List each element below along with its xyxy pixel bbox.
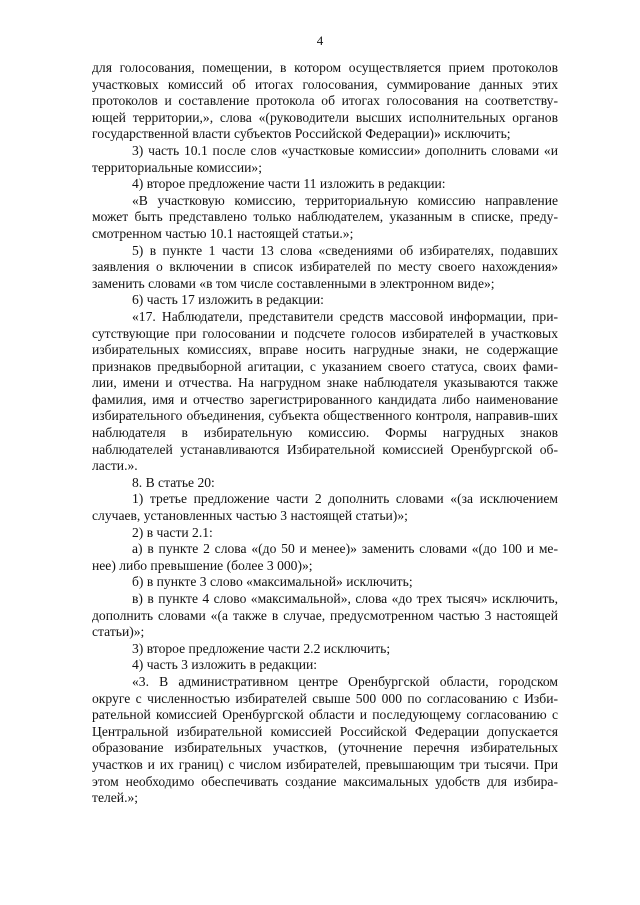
paragraph: а) в пункте 2 слова «(до 50 и менее)» заменить словами «(до 100 и ме-нее) либо превышение (более 3 000)»;	[92, 541, 558, 573]
document-body	[92, 60, 558, 807]
paragraph: для голосования, помещении, в котором осуществляется прием протоколов участковых комиссий об итогах голосования, суммирование данных этих протоколов и составление протокола об итогах голосования на соответству-ющей территории,», слова «(руководители высших исполнительных органов государственной власти субъектов Российской Федерации)» исключить;	[92, 60, 558, 142]
page-number: 4	[316, 33, 324, 48]
paragraph: 4) часть 3 изложить в редакции:	[132, 657, 318, 673]
paragraph: «17. Наблюдатели, представители средств массовой информации, при-сутствующие при голосовании и подсчете голосов избирателей в участковых избирательных комиссиях, вправе носить нагрудные знаки, не содержащие признаков предвыборной агитации, с указанием своего статуса, своих фами-лии, имени и отчества. На нагрудном знаке наблюдателя указываются также фамилия, имя и отчество зарегистрированного кандидата либо наименование избирательного объединения, субъекта общественного контроля, направив-ших наблюдателя в избирательную комиссию. Формы нагрудных знаков наблюдателей устанавливаются Избирательной комиссией Оренбургской об-ласти.».	[92, 308, 558, 474]
paragraph: 3) часть 10.1 после слов «участковые комиссии» дополнить словами «и территориальные комиссии»;	[92, 142, 558, 175]
paragraph: 5) в пункте 1 части 13 слова «сведениями об избирателях, подавших заявления о включении в список избирателей по месту своего нахождения» заменить словами «в том числе составленными в электронном виде»;	[92, 242, 558, 291]
paragraph: 4) второе предложение части 11 изложить в редакции:	[132, 176, 446, 192]
paragraph: 6) часть 17 изложить в редакции:	[132, 292, 324, 308]
paragraph: «3. В административном центре Оренбургской области, городском округе с численностью избирателей свыше 500 000 по согласованию с Изби-рательной комиссией Оренбургской области и последующему согласованию с Центральной избирательной комиссией Российской Федерации допускается образование избирательных участков, (уточнение перечня избирательных участков и их границ) с числом избирателей, превышающим три тысячи. При этом необходимо обеспечивать создание максимальных удобств для избира-телей.»;	[92, 673, 558, 806]
paragraph: 3) второе предложение части 2.2 исключить;	[132, 640, 391, 656]
paragraph: б) в пункте 3 слово «максимальной» исключить;	[132, 574, 413, 590]
paragraph: 1) третье предложение части 2 дополнить словами «(за исключением случаев, установленных частью 3 настоящей статьи)»;	[92, 491, 558, 524]
paragraph: «В участковую комиссию, территориальную комиссию направление может быть представлено только наблюдателем, указанным в списке, преду-смотренном частью 10.1 настоящей статьи.»;	[92, 192, 558, 241]
paragraph: 8. В статье 20:	[132, 474, 215, 490]
paragraph: в) в пункте 4 слово «максимальной», слова «до трех тысяч» исключить, дополнить словами «(а также в случае, предусмотренном частью 3 настоящей статьи)»;	[92, 591, 558, 640]
paragraph: 2) в части 2.1:	[132, 524, 213, 540]
